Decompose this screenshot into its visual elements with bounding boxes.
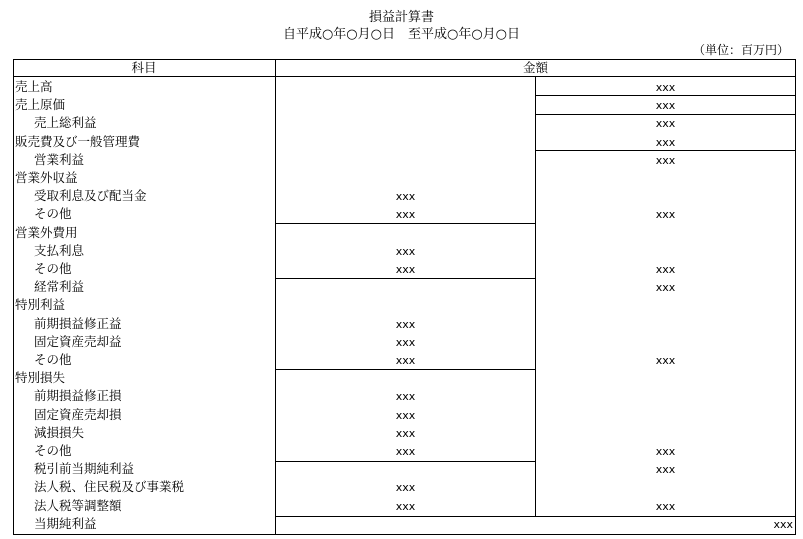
header-amount: 金額 <box>522 60 548 75</box>
row-value-left: xxx <box>395 354 416 367</box>
row-value-left <box>276 134 535 152</box>
row-label: 経常利益 <box>34 279 85 295</box>
row-label: 販売費及び一般管理費 <box>15 133 141 149</box>
row-label: 前期損益修正益 <box>34 315 122 331</box>
row-label: 売上高 <box>15 79 53 94</box>
row-value-right <box>536 388 795 406</box>
row-value-right <box>536 425 795 443</box>
row-value-left: xxx <box>395 408 416 422</box>
row-value-left: xxx <box>395 390 416 404</box>
row-value-right <box>536 188 795 206</box>
income-statement-table <box>13 59 796 535</box>
row-label: 法人税等調整額 <box>34 497 122 513</box>
row-value-left: xxx <box>395 190 416 204</box>
row-label: その他 <box>34 261 72 276</box>
row-value-left <box>276 297 535 315</box>
row-value-right <box>536 170 795 188</box>
row-value-right: xxx <box>655 153 676 167</box>
row-label: 法人税、住民税及び事業税 <box>34 479 185 495</box>
row-label: 営業利益 <box>34 151 85 167</box>
row-value-left: xxx <box>395 426 416 440</box>
row-value-right: xxx <box>655 499 676 513</box>
row-label: その他 <box>34 206 72 222</box>
row-label: 売上原価 <box>15 97 66 113</box>
row-value-right <box>536 316 795 334</box>
row-value-right <box>536 243 795 261</box>
row-value-right: xxx <box>655 208 676 222</box>
row-value-left: xxx <box>395 208 416 222</box>
row-value-left <box>276 516 535 534</box>
row-value-right <box>536 225 795 243</box>
row-value-right <box>536 334 795 352</box>
row-value-left <box>276 97 535 115</box>
row-value-right <box>536 407 795 425</box>
row-value-left <box>276 461 535 479</box>
row-value-left <box>276 370 535 388</box>
header-separator <box>13 76 796 77</box>
row-value-right: xxx <box>655 445 676 458</box>
row-value-right: xxx <box>655 354 676 367</box>
row-value-left <box>276 152 535 170</box>
row-label: 受取利息及び配当金 <box>34 188 147 204</box>
row-label: 売上総利益 <box>34 115 97 131</box>
row-value-left: xxx <box>395 481 416 495</box>
row-label: その他 <box>34 443 72 458</box>
row-value-left <box>276 115 535 133</box>
row-value-right: xxx <box>655 117 676 131</box>
row-value-right: xxx <box>655 81 676 94</box>
unit-note: （単位：百万円） <box>692 43 789 57</box>
row-value-left <box>276 279 535 297</box>
row-value-right: xxx <box>655 263 676 276</box>
table-border-bottom <box>13 534 796 535</box>
row-value-left <box>276 170 535 188</box>
row-value-left: xxx <box>395 499 416 513</box>
table-border-left <box>13 59 14 535</box>
row-value-left <box>276 79 535 97</box>
row-label: 当期純利益 <box>34 515 97 531</box>
row-value-left: xxx <box>395 263 416 276</box>
row-value-left: xxx <box>395 244 416 258</box>
row-label: 特別損失 <box>15 370 66 386</box>
table-border-right <box>795 59 796 535</box>
row-value-left: xxx <box>395 335 416 349</box>
row-value-left: xxx <box>395 445 416 458</box>
row-label: 特別利益 <box>15 297 66 313</box>
row-label: 前期損益修正損 <box>34 388 122 404</box>
row-value-far-right: xxx <box>773 517 793 531</box>
row-value-left <box>276 225 535 243</box>
row-value-left: xxx <box>395 317 416 331</box>
row-value-right <box>536 297 795 315</box>
row-value-right: xxx <box>655 135 676 149</box>
row-value-right: xxx <box>655 463 676 477</box>
row-value-right <box>536 370 795 388</box>
row-value-right: xxx <box>655 281 676 295</box>
row-label: 減損損失 <box>34 424 85 440</box>
row-label: 固定資産売却損 <box>34 406 122 422</box>
row-label: 営業外収益 <box>15 170 78 185</box>
row-label: 支払利息 <box>34 242 85 258</box>
period-line: 自平成○年○月○日 至平成○年○月○日 <box>282 27 521 42</box>
row-label: 固定資産売却益 <box>34 333 122 349</box>
row-label: その他 <box>34 352 72 367</box>
row-value-right <box>536 479 795 497</box>
row-label: 税引前当期純利益 <box>34 461 135 477</box>
row-value-right: xxx <box>655 99 676 113</box>
statement-title: 損益計算書 <box>368 10 434 25</box>
row-label: 営業外費用 <box>15 224 78 240</box>
header-account: 科目 <box>131 60 157 75</box>
